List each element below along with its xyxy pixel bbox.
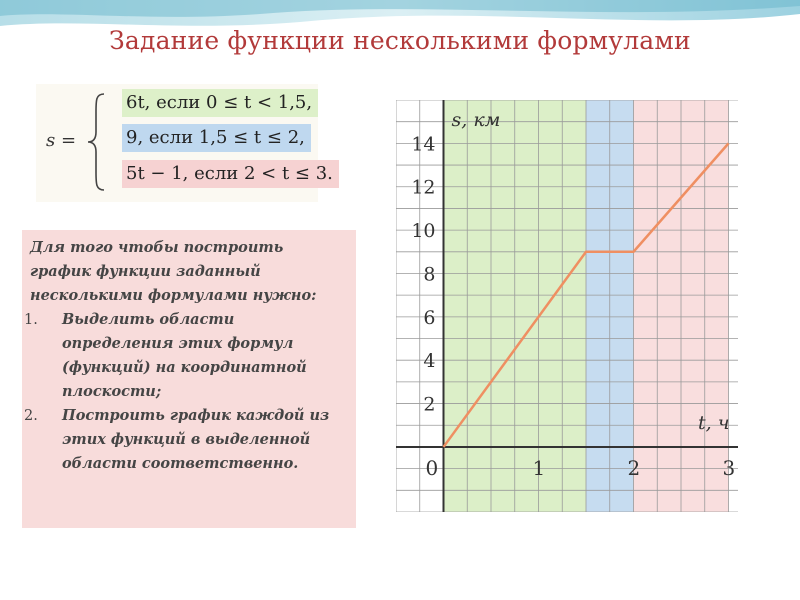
instructions-box bbox=[22, 230, 356, 528]
x-tick-label: 0 bbox=[425, 455, 439, 480]
x-tick-label: 2 bbox=[627, 455, 641, 480]
function-graph bbox=[396, 100, 738, 512]
slide-title: Задание функции несколькими формулами bbox=[109, 26, 691, 55]
x-tick-label: 3 bbox=[722, 455, 736, 480]
instruction-item bbox=[24, 404, 348, 476]
x-tick-label: 1 bbox=[532, 455, 546, 480]
y-axis-label: s, км bbox=[451, 109, 501, 131]
instruction-text: Выделить области определения этих формул (функций) на координатной плоскости; bbox=[62, 311, 307, 400]
chart-svg bbox=[396, 100, 738, 512]
piecewise-formula bbox=[36, 84, 333, 202]
y-tick-label: 6 bbox=[423, 306, 436, 329]
y-tick-label: 4 bbox=[423, 350, 436, 373]
instruction-text: Построить график каждой из этих функций в выделенной области соответственно. bbox=[62, 407, 330, 472]
formula-piece-3: 5t − 1, если 2 < t ≤ 3. bbox=[122, 160, 339, 188]
y-tick-label: 8 bbox=[423, 263, 436, 286]
instructions-intro: Для того чтобы построить график функции заданный несколькими формулами нужно: bbox=[30, 239, 317, 304]
y-tick-label: 14 bbox=[411, 133, 436, 156]
instruction-number: 2. bbox=[24, 408, 38, 424]
curly-brace-icon bbox=[86, 92, 106, 192]
y-tick-label: 12 bbox=[411, 176, 436, 199]
instructions-list bbox=[24, 308, 348, 476]
instruction-item bbox=[24, 308, 348, 404]
formula-lhs: s = bbox=[46, 130, 77, 151]
formula-piece-1: 6t, если 0 ≤ t < 1,5, bbox=[122, 89, 318, 117]
x-axis-label: t, ч bbox=[698, 411, 730, 434]
y-tick-label: 2 bbox=[423, 393, 436, 416]
y-tick-label: 10 bbox=[411, 220, 436, 243]
instruction-number: 1. bbox=[24, 312, 38, 328]
formula-piece-2: 9, если 1,5 ≤ t ≤ 2, bbox=[122, 124, 311, 152]
